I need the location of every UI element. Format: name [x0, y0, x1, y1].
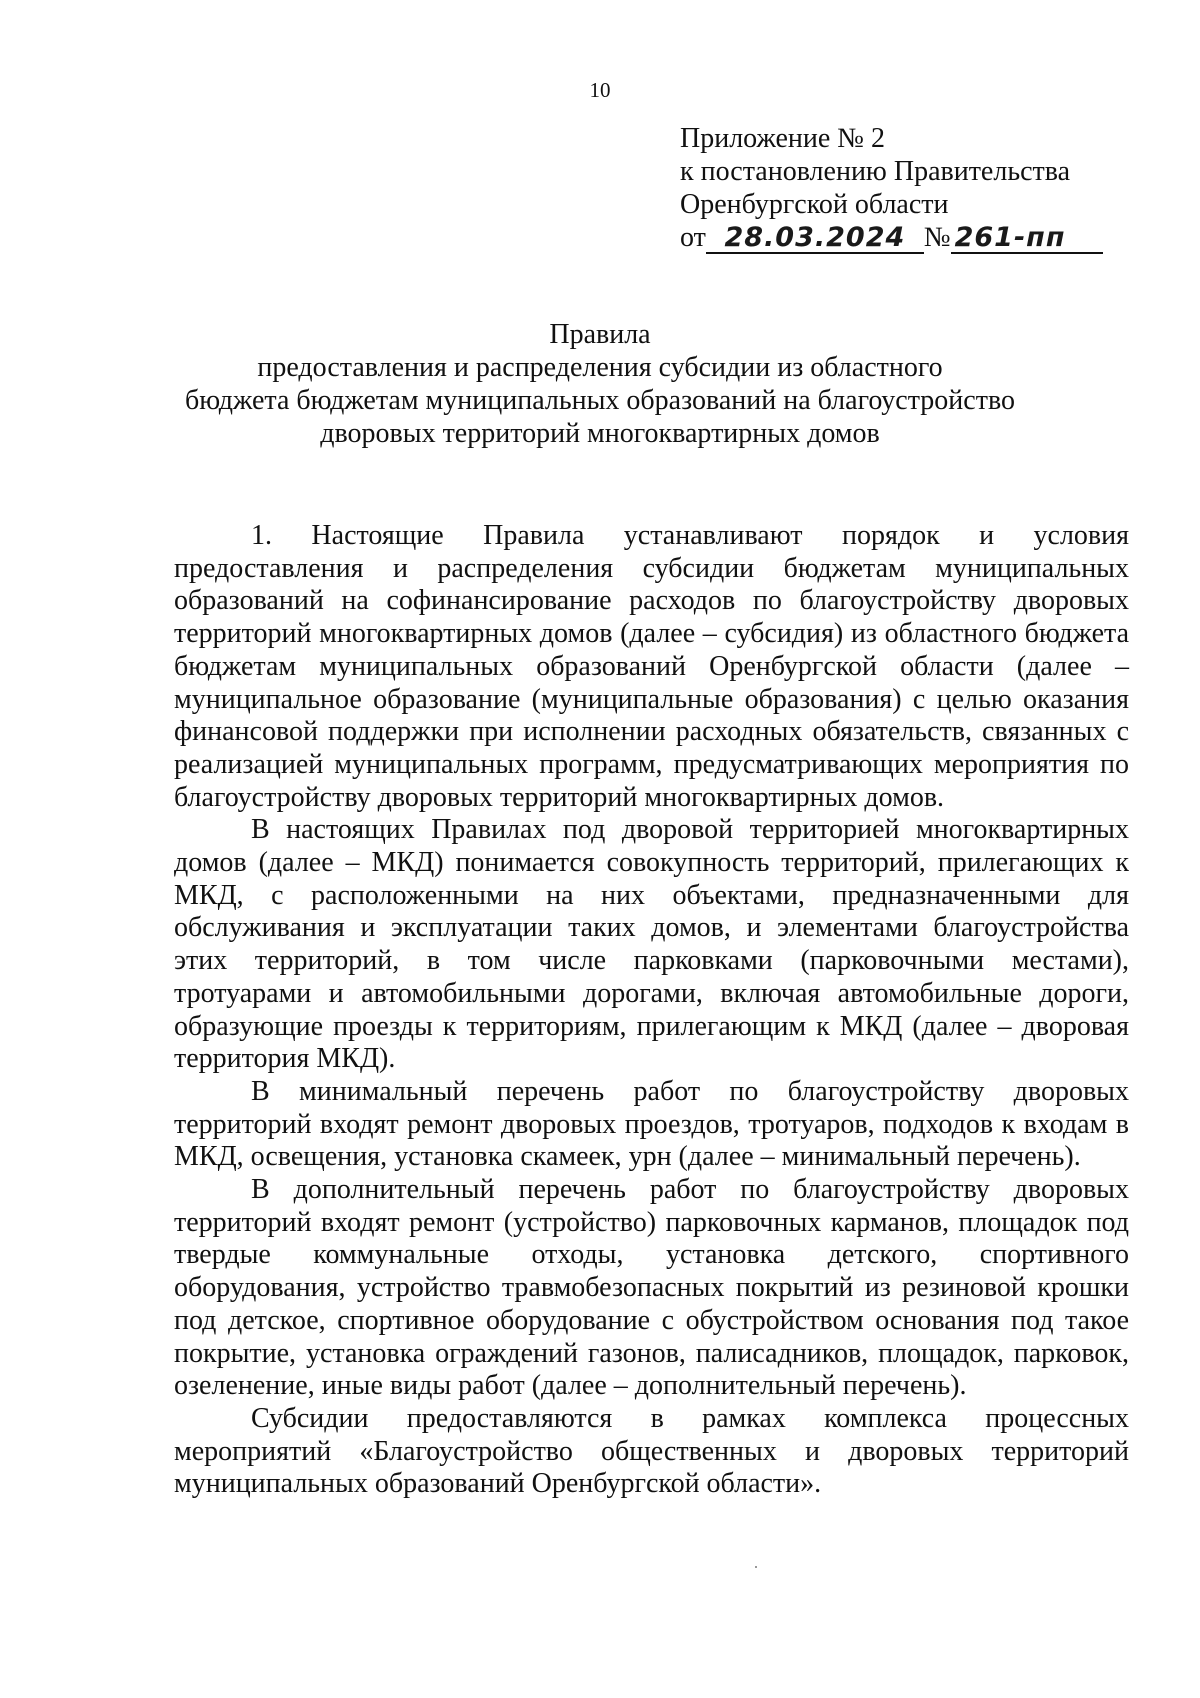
date-field — [706, 224, 924, 254]
date-prefix: от — [680, 222, 706, 253]
page-number: 10 — [589, 78, 611, 102]
document-body — [174, 520, 1129, 1501]
number-prefix: № — [923, 222, 951, 253]
appendix-region: Оренбургской области — [680, 189, 949, 220]
paragraph: В настоящих Правилах под дворовой территорией многоквартирных домов (далее – МКД) понимается совокупность территорий, прилегающих к МКД, с расположенными на них объектами, предназначенными для обслуживания и эксплуатации таких домов, и элементами благоустройства этих территорий, в том числе парковками (парковочными местами), тротуарами и автомобильными дорогами, включая автомобильные дороги, образующие проезды к территориям, прилегающим к МКД (далее – дворовая территория МКД). — [174, 814, 1129, 1075]
number-field — [951, 224, 1103, 254]
paragraph: 1. Настоящие Правила устанавливают порядок и условия предоставления и распределения субсидии бюджетам муниципальных образований на софинансирование расходов по благоустройству дворовых территорий многоквартирных домов (далее – субсидия) из областного бюджета бюджетам муниципальных образований Оренбургской области (далее – муниципальное образование (муниципальные образования) с целью оказания финансовой поддержки при исполнении расходных обязательств, связанных с реализацией муниципальных программ, предусматривающих мероприятия по благоустройству дворовых территорий многоквартирных домов. — [174, 520, 1129, 813]
appendix-title: Приложение № 2 — [680, 123, 885, 154]
scan-speck — [755, 1566, 757, 1568]
title-line-2: предоставления и распределения субсидии из областного — [257, 352, 943, 383]
paragraph: Субсидии предоставляются в рамках комплекса процессных мероприятий «Благоустройство общественных и дворовых территорий муниципальных образований Оренбургской области». — [174, 1402, 1129, 1500]
handwritten-date: 28.03.2024 — [724, 222, 906, 253]
title-line-3: бюджета бюджетам муниципальных образований на благоустройство — [185, 385, 1015, 416]
title-line-1: Правила — [549, 319, 651, 350]
document-title — [0, 318, 1200, 450]
handwritten-number: 261-пп — [954, 222, 1066, 253]
title-line-4: дворовых территорий многоквартирных домов — [320, 418, 880, 449]
appendix-date-number-row — [680, 221, 1150, 257]
paragraph: В дополнительный перечень работ по благоустройству дворовых территорий входят ремонт (устройство) парковочных карманов, площадок под твердые коммунальные отходы, установка детского, спортивного оборудования, устройство травмобезопасных покрытий из резиновой крошки под детское, спортивное оборудование с обустройством основания под такое покрытие, установка ограждений газонов, палисадников, площадок, парковок, озеленение, иные виды работ (далее – дополнительный перечень). — [174, 1174, 1129, 1402]
appendix-header — [680, 122, 1150, 257]
paragraph: В минимальный перечень работ по благоустройству дворовых территорий входят ремонт дворовых проездов, тротуаров, подходов к входам в МКД, освещения, установка скамеек, урн (далее – минимальный перечень). — [174, 1075, 1129, 1173]
appendix-reference: к постановлению Правительства — [680, 156, 1071, 187]
